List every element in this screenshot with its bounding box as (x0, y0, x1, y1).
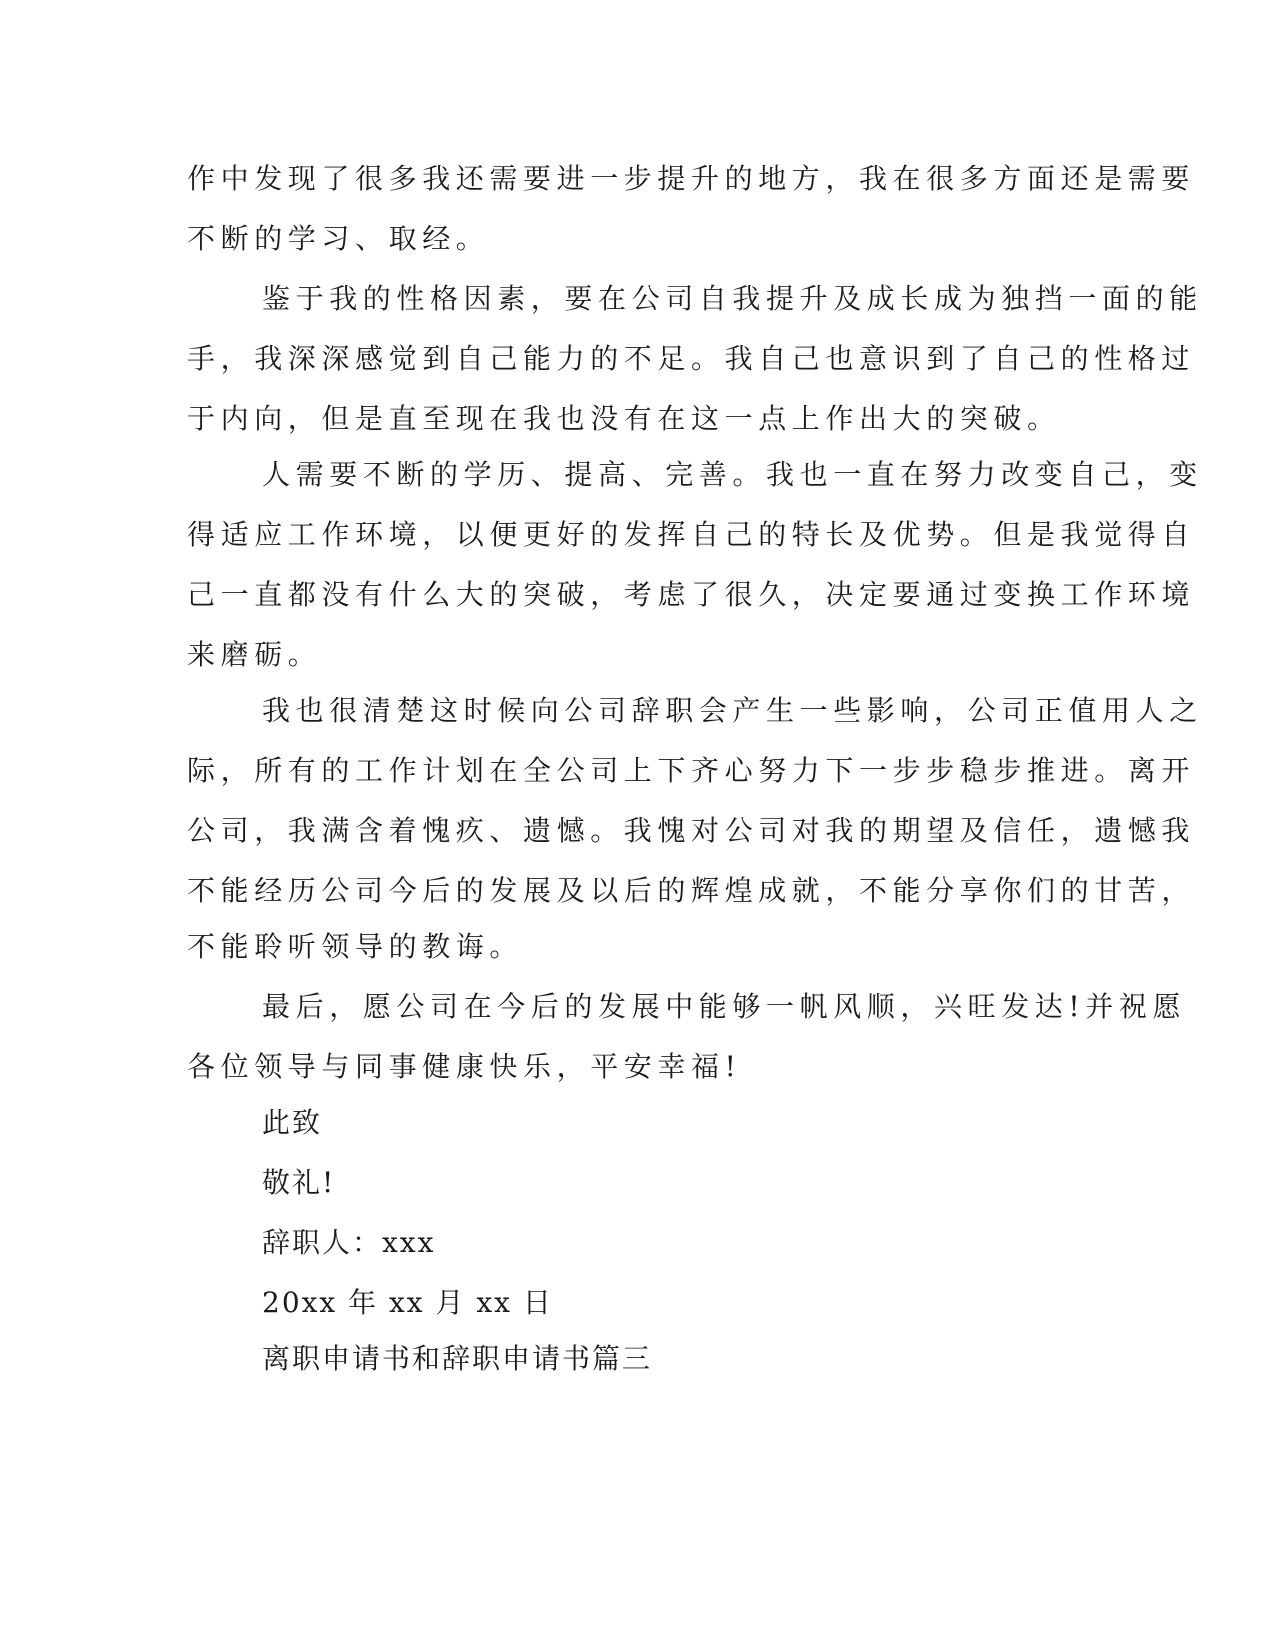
body-line: 手，我深深感觉到自己能力的不足。我自己也意识到了自己的性格过 (187, 342, 1196, 375)
body-line: 得适应工作环境，以便更好的发挥自己的特长及优势。但是我觉得自 (187, 518, 1196, 551)
body-line: 来磨砺。 (187, 638, 322, 671)
paragraph-first-line: 人需要不断的学历、提高、完善。我也一直在努力改变自己，变 (262, 458, 1203, 491)
body-line: 于内向，但是直至现在我也没有在这一点上作出大的突破。 (187, 402, 1061, 435)
paragraph-first-line: 最后，愿公司在今后的发展中能够一帆风顺，兴旺发达!并祝愿 (262, 990, 1187, 1023)
body-line: 己一直都没有什么大的突破，考虑了很久，决定要通过变换工作环境 (187, 578, 1196, 611)
body-line: 不断的学习、取经。 (187, 222, 490, 255)
body-line: 作中发现了很多我还需要进一步提升的地方，我在很多方面还是需要 (187, 162, 1196, 195)
closing-salutation: 此致 (262, 1106, 323, 1139)
body-line: 际，所有的工作计划在全公司上下齐心努力下一步步稳步推进。离开 (187, 754, 1196, 787)
closing-regards: 敬礼! (262, 1166, 336, 1199)
next-section-heading: 离职申请书和辞职申请书篇三 (262, 1342, 653, 1375)
date-line: 20xx 年 xx 月 xx 日 (262, 1286, 553, 1319)
paragraph-first-line: 鉴于我的性格因素，要在公司自我提升及成长成为独挡一面的能 (262, 282, 1203, 315)
signer-line: 辞职人：xxx (262, 1226, 436, 1259)
body-line: 公司，我满含着愧疚、遗憾。我愧对公司对我的期望及信任，遗憾我 (187, 814, 1196, 847)
body-line: 各位领导与同事健康快乐，平安幸福! (187, 1050, 742, 1083)
paragraph-first-line: 我也很清楚这时候向公司辞职会产生一些影响，公司正值用人之 (262, 694, 1203, 727)
body-line: 不能经历公司今后的发展及以后的辉煌成就，不能分享你们的甘苦， (187, 874, 1196, 907)
body-line: 不能聆听领导的教诲。 (187, 930, 524, 963)
